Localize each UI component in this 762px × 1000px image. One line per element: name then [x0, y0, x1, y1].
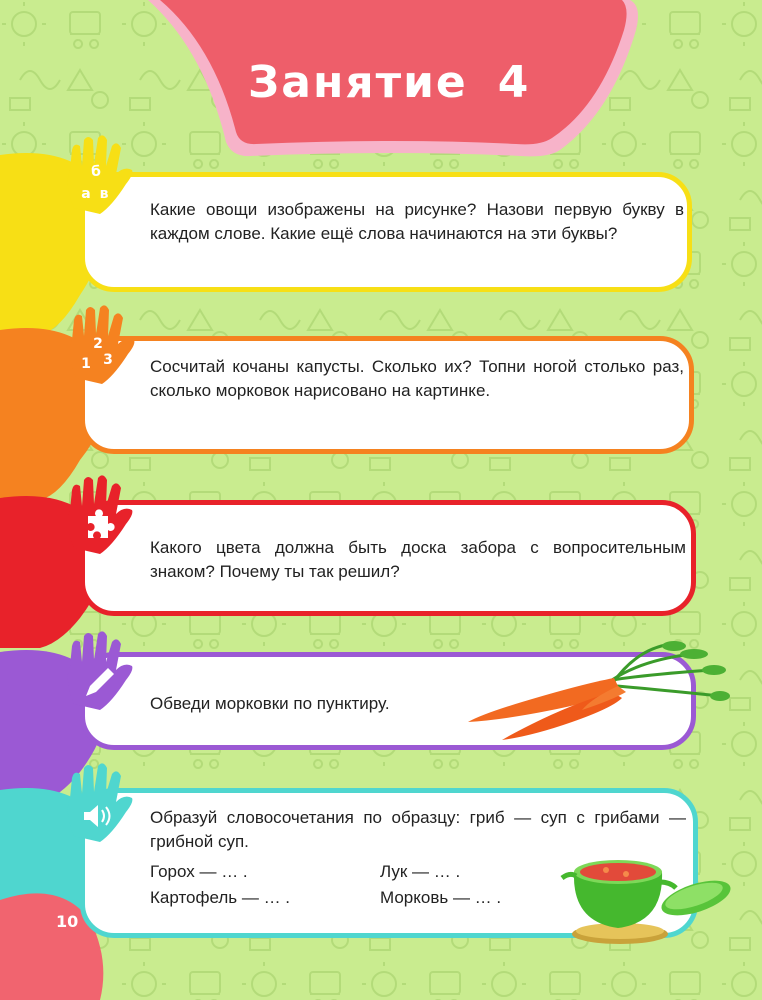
lesson-title — [248, 48, 548, 118]
puzzle-hand-icon — [60, 474, 136, 556]
letters-hand-glyph-3: в — [99, 186, 109, 202]
lesson-title-word: Занятие — [248, 57, 468, 108]
soup-pot-illustration — [556, 838, 746, 948]
pencil-hand-icon — [60, 630, 136, 712]
example-row-2-left: Картофель — … . — [150, 888, 291, 907]
letters-hand-glyph-1: б — [91, 164, 101, 180]
letters-hand-icon — [60, 134, 136, 216]
task-text-1: Какие овощи изображены на рисунке? Назови первую букву в каждом слове. Какие ещё слова начинаются на эти буквы? — [150, 200, 684, 243]
numbers-hand-icon — [62, 304, 138, 386]
letters-hand-glyph-2: а — [81, 186, 91, 202]
task-text-2: Сосчитай кочаны капусты. Сколько их? Топни ногой столько раз, сколько морковок нарисовано на картинке. — [150, 357, 684, 400]
task-text-5: Образуй словосочетания по образцу: гриб — суп с грибами — грибной суп. — [150, 808, 686, 851]
lesson-title-number: 4 — [497, 57, 531, 108]
example-row-1-right: Лук — … . — [380, 862, 461, 881]
page-number: 10 — [56, 912, 79, 931]
numbers-hand-glyph-2: 1 — [81, 356, 91, 372]
numbers-hand-glyph-1: 2 — [93, 336, 103, 352]
example-row-2-right: Морковь — … . — [380, 888, 502, 907]
speaker-hand-icon — [60, 762, 136, 844]
carrots-illustration — [462, 640, 730, 750]
example-row-1-left: Горох — … . — [150, 862, 248, 881]
task-text-4: Обведи морковки по пунктиру. — [150, 694, 390, 713]
numbers-hand-glyph-3: 3 — [103, 352, 113, 368]
task-text-3: Какого цвета должна быть доска забора с вопросительным знаком? Почему ты так решил? — [150, 538, 686, 581]
